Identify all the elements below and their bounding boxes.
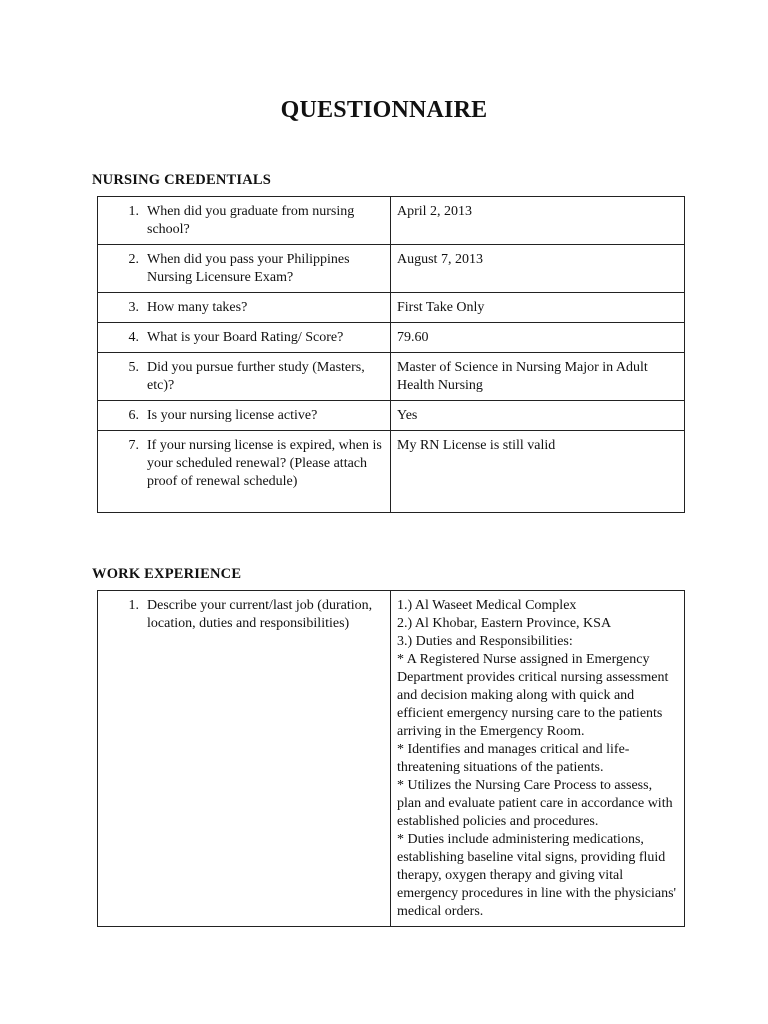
table-row: [98, 431, 685, 513]
question-cell: [98, 293, 391, 323]
question-number: 2.: [128, 252, 139, 267]
answer-cell: 79.60: [391, 323, 685, 353]
table-row: [98, 245, 685, 293]
answer-line: * Utilizes the Nursing Care Process to assess, plan and evaluate patient care in accordance with established policies and procedures.: [397, 778, 673, 829]
question-number: 6.: [128, 408, 139, 423]
work-experience-heading: WORK EXPERIENCE: [92, 566, 242, 582]
table-row: [98, 353, 685, 401]
answer-cell: First Take Only: [391, 293, 685, 323]
question-cell: [98, 401, 391, 431]
question-number: 5.: [128, 360, 139, 375]
question-cell: [98, 245, 391, 293]
answer-cell: [391, 591, 685, 927]
answer-line: 2.) Al Khobar, Eastern Province, KSA: [397, 616, 612, 631]
answer-cell: Master of Science in Nursing Major in Adult Health Nursing: [391, 353, 685, 401]
question-cell: [98, 197, 391, 245]
question-cell: [98, 431, 391, 513]
question-cell: [98, 353, 391, 401]
question-text: Did you pursue further study (Masters, etc)?: [147, 360, 365, 393]
document-title: QUESTIONNAIRE: [280, 97, 488, 123]
answer-line: * Duties include administering medications, establishing baseline vital signs, providing fluid therapy, oxygen therapy and giving vital emergency procedures in line with the physicians' medical orders.: [397, 832, 677, 919]
question-number: 7.: [128, 438, 139, 453]
question-text: How many takes?: [147, 300, 248, 315]
answer-cell: Yes: [391, 401, 685, 431]
answer-line: * A Registered Nurse assigned in Emergency Department provides critical nursing assessment and decision making along with quick and efficient emergency nursing care to the patients arriving in the Emergency Room.: [397, 652, 669, 739]
answer-line: * Identifies and manages critical and life-threatening situations of the patients.: [397, 742, 630, 775]
question-text: Describe your current/last job (duration, location, duties and responsibilities): [147, 598, 373, 631]
question-number: 1.: [128, 204, 139, 219]
question-number: 1.: [128, 598, 139, 613]
answer-cell: My RN License is still valid: [391, 431, 685, 513]
table-row: [98, 293, 685, 323]
table-row: [98, 401, 685, 431]
answer-line: 3.) Duties and Responsibilities:: [397, 634, 573, 649]
question-text: If your nursing license is expired, when is your scheduled renewal? (Please attach proof of renewal schedule): [147, 438, 382, 489]
question-text: Is your nursing license active?: [147, 408, 318, 423]
question-text: When did you graduate from nursing school?: [147, 204, 355, 237]
question-text: When did you pass your Philippines Nursing Licensure Exam?: [147, 252, 350, 285]
nursing-credentials-table: [97, 196, 685, 513]
table-row: [98, 323, 685, 353]
question-cell: [98, 323, 391, 353]
question-text: What is your Board Rating/ Score?: [147, 330, 344, 345]
answer-line: 1.) Al Waseet Medical Complex: [397, 598, 577, 613]
answer-cell: August 7, 2013: [391, 245, 685, 293]
nursing-credentials-heading: NURSING CREDENTIALS: [92, 172, 272, 188]
table-row: [98, 591, 685, 927]
answer-cell: April 2, 2013: [391, 197, 685, 245]
table-row: [98, 197, 685, 245]
question-number: 3.: [128, 300, 139, 315]
question-number: 4.: [128, 330, 139, 345]
question-cell: [98, 591, 391, 927]
work-experience-table: [97, 590, 685, 927]
